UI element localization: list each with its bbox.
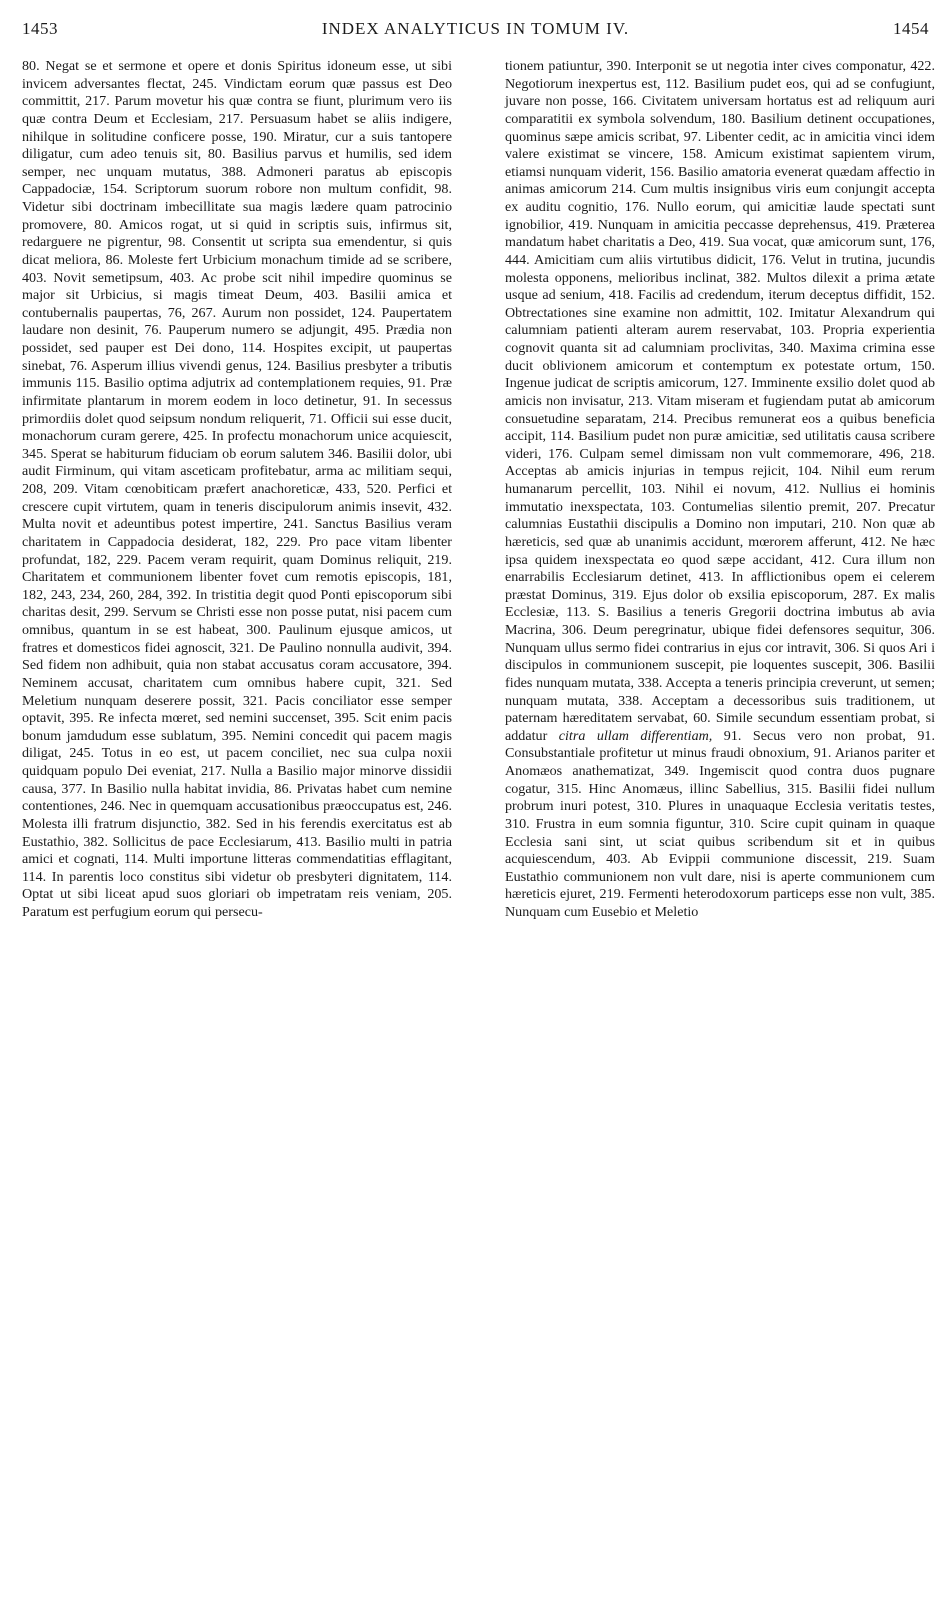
- column-right-text-part2: 91. Secus vero non probat, 91. Consubstantiale profitetur ut minus fraudi obnoxium, 91. Arianos pariter et Anomæos anathematizat, 349. Ingemiscit quod contra duos pugnare cogatur, 315. Hinc Anomæus, illinc Sabellius, 315. Basilii fidei nullum probrum inuri potest, 310. Plures in unaquaque Ecclesia veritatis testes, 310. Frustra in eum somnia figuntur, 310. Scire cupit quinam in quaque Ecclesia sani sint, ut sciat quibus scribendum sit et in quibus acquiescendum, 403. Ab Evippii communione discessit, 219. Suam Eustathio communionem non vult dare, nisi is aperte communionem cum hæreticis ejuret, 219. Fermenti heterodoxorum particeps esse non vult, 385. Nunquam cum Eusebio et Meletio: [505, 727, 935, 920]
- running-title: INDEX ANALYTICUS IN TOMUM IV.: [321, 19, 630, 38]
- page-number-left: 1453: [22, 19, 58, 38]
- column-left-text: 80. Negat se et sermone et opere et donis Spiritus idoneum esse, ut sibi invicem adversantes flectat, 245. Vindictam eorum quæ passus est Deo committit, 217. Parum movetur his quæ contra se fiunt, plurimum vero iis quæ contra Deum et Ecclesiam, 217. Persuasum habet se aliis indigere, nihilque in solitudine conficere posse, 190. Miratur, cur a suis tantopere diligatur, cum adeo tenuis sit, 80. Basilius parvus et humilis, sed idem semper, nec unquam mutatus, 388. Admoneri paratus ab episcopis Cappadociæ, 154. Scriptorum suorum robore non multum confidit, 98. Videtur sibi doctrinam imbecillitate sua magis lædere quam patrocinio promovere, 80. Amicos rogat, ut si quid in scriptis suis, infirmus sit, redarguere ne pigrentur, 98. Consentit ut scripta sua emendentur, si quis dicat meliora, 86. Moleste fert Urbicium monachum timide ad se scribere, 403. Novit semetipsum, 403. Ac probe scit nihil impedire quominus se major sit Urbicius, si magis timeat Deum, 403. Basilii amica et contubernalis paupertas, 76, 267. Aurum non possidet, 124. Paupertatem laudare non desinit, 76. Pauperum numero se adjungit, 495. Prædia non possidet, sed pauper est Dei dono, 114. Hospites excipit, ut paupertas sinebat, 76. Asperum illius vivendi genus, 124. Basilius presbyter a tributis immunis 115. Basilio optima adjutrix ad contemplationem requies, 91. Præ infirmitate plantarum in morem eodem in loco detinetur, 91. In secessus primordiis dolet quod seipsum nondum reliquerit, 71. Officii sui esse ducit, monachorum curam gerere, 425. In profectu monachorum unice acquiescit, 345. Sperat se habiturum fiduciam ob eorum salutem 346. Basilii dolor, ubi audit Firminum, qui vitam asceticam profitebatur, arma ac militiam sequi, 208, 209. Vitam cœnobiticam præfert anachoreticæ, 433, 520. Perfici et crescere cupit virtutem, quam in teneris discipulorum animis insevit, 432. Multa novit et adeuntibus potest impertire, 241. Sanctus Basilius veram charitatem in Cappadocia desiderat, 182, 229. Pro pace vitam libenter profundat, 182, 229. Pacem veram requirit, quam Dominus reliquit, 219. Charitatem et communionem libenter fovet cum remotis episcopis, 181, 182, 243, 234, 260, 284, 392. In tristitia degit quod Ponti episcoporum sibi charitas desit, 299. Servum se Christi esse non posse putat, nisi pacem cum omnibus, quantum in se est habeat, 300. Paulinum ejusque amicos, ut fratres et domesticos fidei agnoscit, 321. De Paulino nonnulla audivit, 394. Sed fidem non adhibuit, quia non stabat accusatus coram accusatore, 394. Neminem accusat, charitatem cum omnibus habere cupit, 321. Sed Meletium nunquam deserere possit, 321. Pacis conciliator esse semper optavit, 395. Re infecta mœret, sed nemini succenset, 395. Scit enim pacis bonum jamdudum esse sublatum, 395. Nemini concedit qui pacem magis diligat, 245. Totus in eo est, ut pacem conciliet, nec sua culpa noxii quidquam populo Dei eveniat, 217. Nulla a Basilio major minorve dissidii causa, 377. In Basilio nulla habitat invidia, 86. Privatas habet cum nemine contentiones, 246. Nec in quemquam accusationibus præoccupatus est, 246. Molesta illi fratrum disjunctio, 382. Sed in his ferendis exercitatus est ab Eustathio, 382. Sollicitus de pace Ecclesiarum, 413. Basilio multi in patria amici et cognati, 114. Multi importune litteras commendatitias efflagitant, 114. In parentis loco constitus sibi videtur ob presbyteri dignitatem, 114. Optat ut sibi liceat apud suos gloriari ob impetratam reis veniam, 205. Paratum est perfugium eorum qui persecu-: [22, 58, 452, 920]
- column-right-text-part1: tionem patiuntur, 390. Interponit se ut negotia inter cives componatur, 422. Negotiorum inexpertus est, 112. Basilium pudet eos, qui ad se confugiunt, juvare non posse, 166. Civitatem universam hortatus est ad reliquum auri comparatitii ex symbola solvendum, 180. Basilium detinent occupationes, quominus sæpe amicis scribat, 97. Libenter cedit, ac in amicitia vinci idem valere existimat se vincere, 158. Amicum existimat sapientem virum, etiamsi nunquam viderit, 156. Basilio amatoria evenerat quædam affectio in animas amicorum 214. Cum multis insignibus viris eum conjungit accepta ex auditu cognitio, 176. Nullo eorum, qui amicitiæ laude spectati sunt ignobilior, 419. Nunquam in amicitia peccasse deprehensus, 419. Præterea mandatum habet charitatis a Deo, 419. Sua vocat, quæ amicorum sunt, 176, 444. Amicitiam cum aliis virtutibus didicit, 176. Velut in trutina, jucundis molesta opponens, melioribus inclinat, 382. Multos dilexit a prima ætate usque ad senium, 418. Facilis ad credendum, iterum deceptus diffidit, 152. Obtrectationes sine examine non admittit, 102. Imitatur Alexandrum qui calumniam patienti alteram aurem reservabat, 103. Propria experientia cognovit quanta sit ad calumniam proclivitas, 340. Maxima crimina esse ducit oblivionem amicorum et contemptum ex potestate ortum, 150. Ingenue judicat de scriptis amicorum, 127. Imminente exsilio dolet quod ab amicis non invisatur, 213. Vitam miseram et fugiendam putat ab amicorum consuetudine separatam, 214. Precibus remunerat eos a quibus beneficia accipit, 114. Basilium pudet non puræ amicitiæ, sed utilitatis causa scribere videri, 176. Culpam semel dimissam non vult commemorare, 496, 218. Acceptas ab amicis injurias in tempus rejicit, 104. Nihil eum rerum humanarum percellit, 103. Nihil ei novum, 412. Nullius ei hominis immutatio inexspectata, 103. Contumelias silentio premit, 207. Precatur calumnias Eustathii discipulis a Domino non imputari, 210. Non quæ ab hæreticis, sed quæ ab unanimis accidunt, mœrorem afferunt, 412. Ne hæc ipsa quidem inexspectata eo quod sæpe accidant, 412. Cura illum non enarrabilis Ecclesiarum detinet, 413. In afflictionibus opem ei celerem præstat Dominus, 319. Ejus dolor ob exsilia episcoporum, 287. Ex malis Ecclesiæ, 113. S. Basilius a teneris Gregorii doctrina imbutus ab avia Macrina, 306. Deum peregrinatur, ubique fidei defensores sequitur, 306. Nunquam ullus sermo fidei contrarius in ejus cor intravit, 306. Si quos Ari i discipulos in communionem suscepit, pie loquentes suscepit, 306. Basilii fides nunquam mutata, 338. Accepta a teneris principia creverunt, ut semen; nunquam mutata, 338. Acceptam a decessoribus suis traditionem, ut paternam hæreditatem servabat, 60. Simile secundum essentiam probat, si addatur: [505, 58, 935, 744]
- column-right-paragraph: [505, 58, 935, 922]
- column-right-italic-phrase: citra ullam differentiam,: [558, 727, 713, 744]
- text-column-right: [505, 58, 935, 922]
- page-header: [22, 12, 929, 46]
- text-column-left: [22, 58, 452, 922]
- page-number-right: 1454: [893, 19, 929, 38]
